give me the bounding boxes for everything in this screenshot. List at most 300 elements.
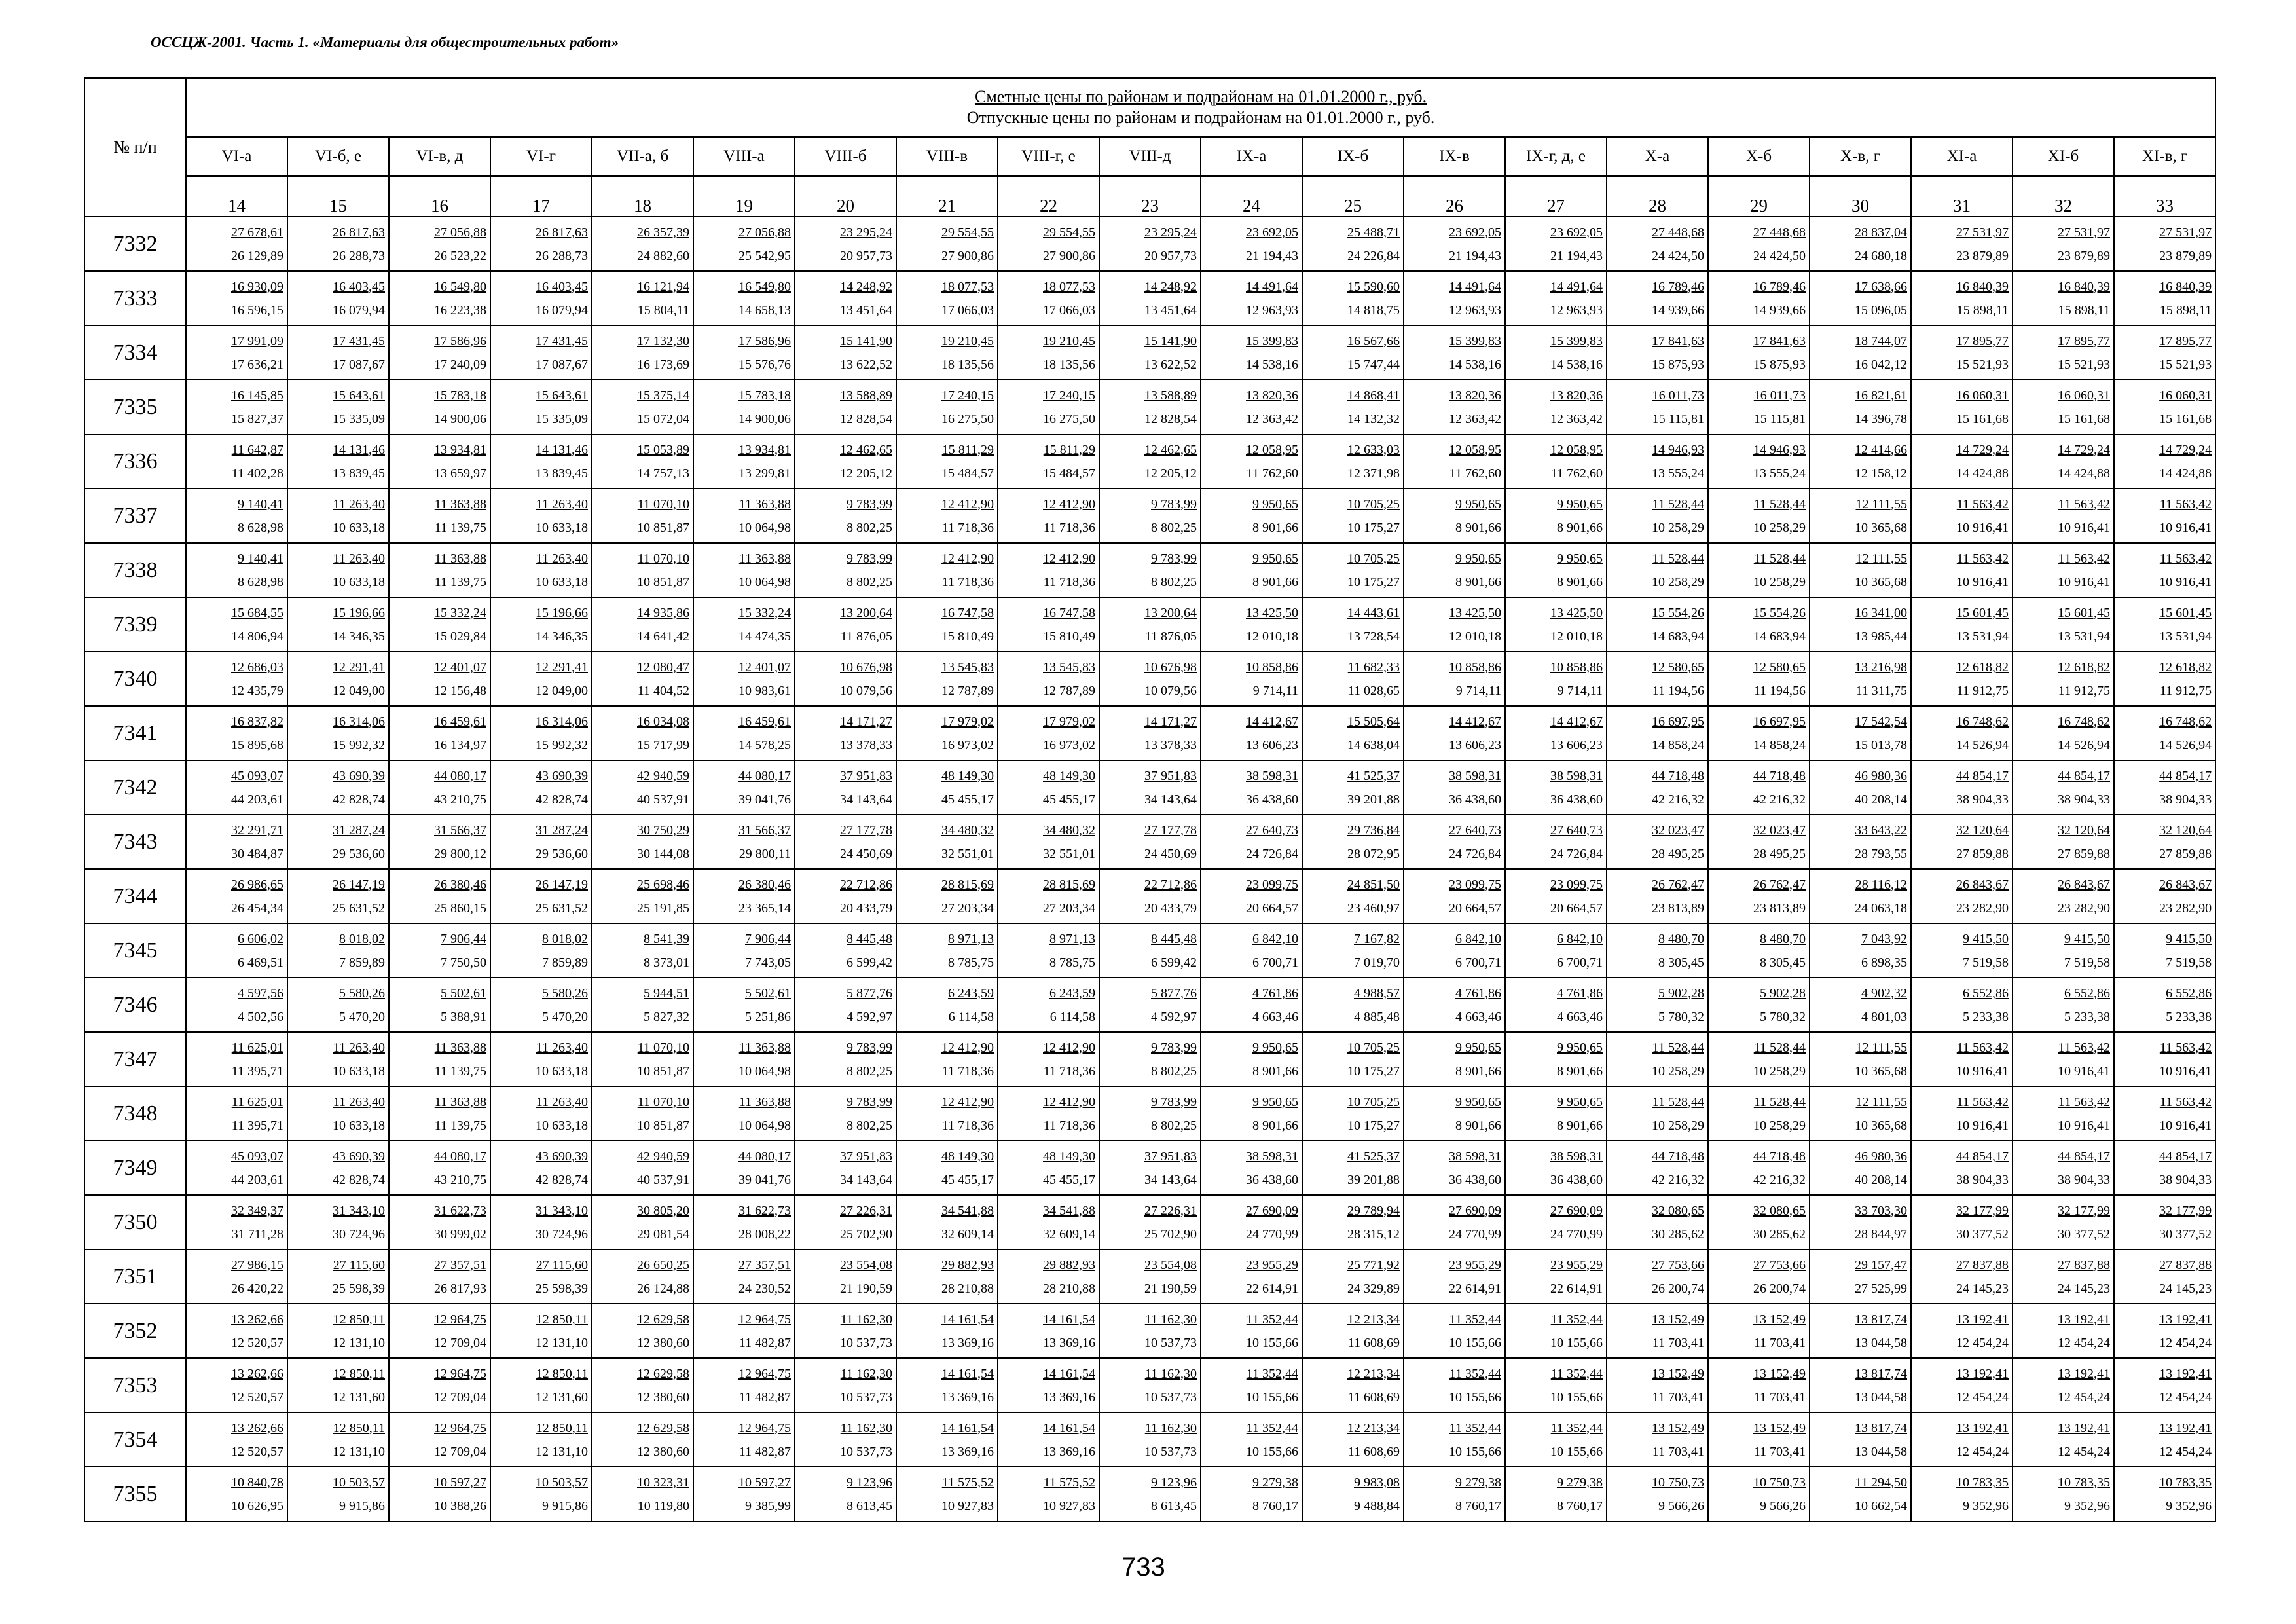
price-cell	[2013, 869, 2114, 923]
price-cell	[1708, 489, 1810, 543]
estimate-price: 13 817,74	[1855, 1312, 1907, 1327]
release-price: 7 019,70	[1354, 955, 1400, 970]
price-cell	[2013, 815, 2114, 869]
price-cell	[1911, 760, 2013, 815]
price-cell	[592, 815, 693, 869]
estimate-price: 29 554,55	[941, 225, 994, 240]
release-price: 13 606,23	[1449, 737, 1501, 752]
estimate-price: 15 332,24	[738, 605, 791, 620]
release-price: 23 282,90	[1956, 900, 2009, 915]
release-price: 8 373,01	[644, 955, 689, 970]
price-cell	[1302, 1141, 1404, 1195]
price-cell	[1708, 434, 1810, 489]
release-price: 11 718,36	[1043, 1063, 1095, 1079]
release-price: 10 633,18	[536, 520, 588, 535]
release-price: 12 454,24	[1956, 1335, 2009, 1350]
estimate-price: 8 018,02	[542, 931, 588, 946]
price-cell	[896, 1304, 998, 1358]
release-price: 32 609,14	[941, 1227, 994, 1242]
table-row	[84, 380, 2215, 434]
release-price: 10 064,98	[738, 1118, 791, 1133]
estimate-price: 16 789,46	[1652, 279, 1704, 294]
estimate-price: 15 141,90	[840, 333, 892, 348]
price-cell	[1201, 652, 1302, 706]
estimate-price: 10 705,25	[1347, 551, 1400, 566]
estimate-price: 17 979,02	[1043, 714, 1095, 729]
estimate-price: 10 323,31	[637, 1475, 689, 1490]
release-price: 10 258,29	[1652, 520, 1704, 535]
estimate-price: 9 783,99	[1151, 551, 1197, 566]
price-cell	[1404, 1467, 1505, 1521]
estimate-price: 31 287,24	[536, 822, 588, 838]
price-cell	[1404, 706, 1505, 760]
price-cell	[1302, 706, 1404, 760]
release-price: 14 638,04	[1347, 737, 1400, 752]
estimate-price: 32 120,64	[1956, 822, 2009, 838]
release-price: 28 210,88	[941, 1281, 994, 1296]
estimate-price: 12 964,75	[738, 1312, 791, 1327]
price-cell	[1099, 597, 1201, 652]
region-header: XI-а	[1911, 137, 2013, 176]
release-price: 11 703,41	[1753, 1390, 1806, 1405]
region-header: IX-б	[1302, 137, 1404, 176]
estimate-price: 12 412,90	[941, 496, 994, 511]
price-cell	[389, 978, 490, 1032]
price-cell	[1302, 380, 1404, 434]
release-price: 12 963,93	[1449, 303, 1501, 318]
release-price: 45 455,17	[1043, 1172, 1095, 1187]
release-price: 11 395,71	[231, 1118, 283, 1133]
row-number: 7342	[84, 760, 186, 815]
price-cell	[1201, 1195, 1302, 1249]
estimate-price: 11 294,50	[1855, 1475, 1907, 1490]
price-cell	[287, 380, 389, 434]
estimate-price: 44 080,17	[434, 768, 486, 783]
release-price: 14 526,94	[2058, 737, 2110, 752]
release-price: 13 369,16	[1043, 1390, 1095, 1405]
release-price: 12 010,18	[1550, 629, 1603, 644]
price-cell	[1911, 434, 2013, 489]
estimate-price: 19 210,45	[941, 333, 994, 348]
region-header: X-а	[1607, 137, 1708, 176]
estimate-price: 13 192,41	[2058, 1312, 2110, 1327]
release-price: 12 828,54	[840, 411, 892, 426]
price-cell	[1810, 1304, 1911, 1358]
price-cell	[186, 597, 287, 652]
price-cell	[1607, 1249, 1708, 1304]
release-price: 18 135,56	[941, 357, 994, 372]
estimate-price: 24 851,50	[1347, 877, 1400, 892]
row-number: 7350	[84, 1195, 186, 1249]
release-price: 13 839,45	[536, 466, 588, 481]
estimate-price: 11 162,30	[1144, 1312, 1197, 1327]
price-cell	[1302, 1358, 1404, 1412]
price-cell	[186, 1195, 287, 1249]
estimate-price: 27 531,97	[2159, 225, 2212, 240]
release-price: 10 626,95	[231, 1498, 283, 1513]
release-price: 10 155,66	[1449, 1335, 1501, 1350]
price-cell	[2114, 1412, 2215, 1467]
release-price: 8 305,45	[1658, 955, 1704, 970]
estimate-price: 10 783,35	[1956, 1475, 2009, 1490]
estimate-price: 16 837,82	[231, 714, 283, 729]
estimate-price: 23 692,05	[1246, 225, 1298, 240]
price-cell	[1911, 1249, 2013, 1304]
price-cell	[1099, 1195, 1201, 1249]
price-cell	[1607, 271, 1708, 325]
release-price: 15 898,11	[1956, 303, 2009, 318]
price-cell	[592, 489, 693, 543]
price-cell	[287, 869, 389, 923]
price-cell	[1302, 1086, 1404, 1141]
estimate-price: 22 712,86	[840, 877, 892, 892]
release-price: 10 916,41	[2159, 1118, 2212, 1133]
release-price: 15 484,57	[941, 466, 994, 481]
price-cell	[2114, 1358, 2215, 1412]
region-header: XI-б	[2013, 137, 2114, 176]
estimate-price: 12 462,65	[1144, 442, 1197, 457]
price-cell	[1911, 706, 2013, 760]
release-price: 4 663,46	[1455, 1009, 1501, 1024]
price-cell	[1810, 434, 1911, 489]
estimate-price: 10 705,25	[1347, 496, 1400, 511]
price-cell	[2013, 597, 2114, 652]
estimate-price: 16 403,45	[536, 279, 588, 294]
price-cell	[389, 923, 490, 978]
price-cell	[1505, 1195, 1607, 1249]
release-price: 13 606,23	[1550, 737, 1603, 752]
price-cell	[1505, 217, 1607, 271]
release-price: 10 155,66	[1550, 1390, 1603, 1405]
estimate-price: 9 783,99	[1151, 1094, 1197, 1109]
estimate-price: 10 783,35	[2058, 1475, 2110, 1490]
release-price: 21 190,59	[840, 1281, 892, 1296]
price-cell	[795, 325, 896, 380]
price-cell	[2114, 923, 2215, 978]
release-price: 38 904,33	[1956, 1172, 2009, 1187]
estimate-price: 11 363,88	[434, 496, 486, 511]
release-price: 10 983,61	[738, 683, 791, 698]
estimate-price: 15 196,66	[536, 605, 588, 620]
price-cell	[795, 1141, 896, 1195]
estimate-price: 6 552,86	[2064, 986, 2110, 1001]
estimate-price: 12 618,82	[2058, 659, 2110, 674]
price-cell	[1201, 1249, 1302, 1304]
price-cell	[389, 706, 490, 760]
release-price: 8 760,17	[1252, 1498, 1298, 1513]
release-price: 13 728,54	[1347, 629, 1400, 644]
price-cell	[693, 1412, 795, 1467]
price-cell	[1404, 652, 1505, 706]
estimate-price: 11 352,44	[1246, 1312, 1298, 1327]
price-cell	[693, 543, 795, 597]
estimate-price: 4 902,32	[1861, 986, 1907, 1001]
price-cell	[186, 1412, 287, 1467]
price-cell	[1810, 1032, 1911, 1086]
estimate-price: 27 837,88	[1956, 1257, 2009, 1272]
estimate-price: 13 192,41	[1956, 1366, 2009, 1381]
price-cell	[896, 597, 998, 652]
region-header: VI-б, е	[287, 137, 389, 176]
price-cell	[186, 869, 287, 923]
price-cell	[287, 434, 389, 489]
release-price: 10 851,87	[637, 520, 689, 535]
release-price: 10 916,41	[2159, 574, 2212, 589]
row-number: 7352	[84, 1304, 186, 1358]
price-cell	[2114, 489, 2215, 543]
estimate-price: 16 821,61	[1855, 388, 1907, 403]
release-price: 11 718,36	[941, 1118, 994, 1133]
release-price: 45 455,17	[941, 792, 994, 807]
estimate-price: 12 213,34	[1347, 1420, 1400, 1435]
estimate-price: 15 783,18	[738, 388, 791, 403]
release-price: 9 566,26	[1760, 1498, 1806, 1513]
region-header: IX-а	[1201, 137, 1302, 176]
price-cell	[2114, 978, 2215, 1032]
release-price: 14 424,88	[2058, 466, 2110, 481]
price-cell	[693, 1086, 795, 1141]
estimate-price: 11 352,44	[1550, 1420, 1603, 1435]
price-cell	[2114, 1467, 2215, 1521]
price-cell	[2013, 489, 2114, 543]
release-price: 12 131,10	[333, 1444, 385, 1459]
price-cell	[1505, 434, 1607, 489]
price-cell	[490, 1358, 592, 1412]
release-price: 25 702,90	[1144, 1227, 1197, 1242]
price-cell	[2013, 1304, 2114, 1358]
release-price: 12 709,04	[434, 1335, 486, 1350]
estimate-price: 10 503,57	[333, 1475, 385, 1490]
table-row	[84, 652, 2215, 706]
release-price: 24 726,84	[1449, 846, 1501, 861]
release-price: 27 203,34	[1043, 900, 1095, 915]
row-number: 7347	[84, 1032, 186, 1086]
estimate-price: 43 690,39	[333, 1149, 385, 1164]
column-number: 24	[1201, 176, 1302, 217]
region-header: IX-в	[1404, 137, 1505, 176]
price-cell	[1708, 1249, 1810, 1304]
estimate-price: 27 177,78	[840, 822, 892, 838]
estimate-price: 14 248,92	[840, 279, 892, 294]
price-cell	[998, 380, 1099, 434]
estimate-price: 31 343,10	[333, 1203, 385, 1218]
estimate-price: 17 895,77	[2159, 333, 2212, 348]
estimate-price: 12 850,11	[536, 1420, 588, 1435]
release-price: 30 484,87	[231, 846, 283, 861]
release-price: 10 155,66	[1550, 1335, 1603, 1350]
estimate-price: 23 692,05	[1550, 225, 1603, 240]
release-price: 10 079,56	[840, 683, 892, 698]
release-price: 11 139,75	[434, 520, 486, 535]
release-price: 22 614,91	[1246, 1281, 1298, 1296]
price-cell	[896, 380, 998, 434]
price-cell	[1911, 1032, 2013, 1086]
estimate-price: 30 805,20	[637, 1203, 689, 1218]
table-row	[84, 815, 2215, 869]
estimate-price: 11 563,42	[2159, 551, 2212, 566]
release-price: 16 134,97	[434, 737, 486, 752]
release-price: 10 537,73	[840, 1390, 892, 1405]
price-cell	[592, 1467, 693, 1521]
price-cell	[1201, 1412, 1302, 1467]
release-price: 16 596,15	[231, 303, 283, 318]
release-price: 12 205,12	[840, 466, 892, 481]
release-price: 5 470,20	[542, 1009, 588, 1024]
release-price: 14 757,13	[637, 466, 689, 481]
estimate-price: 19 210,45	[1043, 333, 1095, 348]
price-cell	[186, 652, 287, 706]
estimate-price: 32 349,37	[231, 1203, 283, 1218]
estimate-price: 16 697,95	[1753, 714, 1806, 729]
estimate-price: 9 279,38	[1557, 1475, 1603, 1490]
estimate-price: 44 854,17	[2159, 1149, 2212, 1164]
estimate-price: 27 115,60	[333, 1257, 385, 1272]
column-number: 23	[1099, 176, 1201, 217]
release-price: 8 901,66	[1557, 1063, 1603, 1079]
release-price: 10 155,66	[1449, 1390, 1501, 1405]
estimate-price: 16 789,46	[1753, 279, 1806, 294]
price-cell	[1505, 923, 1607, 978]
release-price: 15 804,11	[637, 303, 689, 318]
price-cell	[1302, 652, 1404, 706]
price-cell	[2114, 325, 2215, 380]
estimate-price: 23 955,29	[1449, 1257, 1501, 1272]
estimate-price: 12 058,95	[1449, 442, 1501, 457]
estimate-price: 10 676,98	[840, 659, 892, 674]
release-price: 10 258,29	[1753, 520, 1806, 535]
price-cell	[896, 978, 998, 1032]
release-price: 29 800,12	[434, 846, 486, 861]
release-price: 14 900,06	[738, 411, 791, 426]
release-price: 16 079,94	[536, 303, 588, 318]
price-cell	[693, 815, 795, 869]
release-price: 24 145,23	[1956, 1281, 2009, 1296]
price-cell	[389, 1304, 490, 1358]
price-cell	[1505, 1032, 1607, 1086]
estimate-price: 10 858,86	[1246, 659, 1298, 674]
release-price: 10 155,66	[1246, 1390, 1298, 1405]
estimate-price: 16 840,39	[2058, 279, 2110, 294]
release-price: 10 633,18	[333, 574, 385, 589]
estimate-price: 38 598,31	[1246, 768, 1298, 783]
release-price: 21 190,59	[1144, 1281, 1197, 1296]
estimate-price: 27 690,09	[1449, 1203, 1501, 1218]
price-cell	[1302, 1412, 1404, 1467]
price-cell	[592, 760, 693, 815]
price-cell	[1708, 923, 1810, 978]
estimate-price: 15 811,29	[941, 442, 994, 457]
price-cell	[1607, 760, 1708, 815]
release-price: 26 288,73	[536, 248, 588, 263]
estimate-price: 12 629,58	[637, 1420, 689, 1435]
release-price: 23 813,89	[1652, 900, 1704, 915]
release-price: 9 714,11	[1557, 683, 1603, 698]
release-price: 16 173,69	[637, 357, 689, 372]
price-cell	[1404, 380, 1505, 434]
estimate-price: 28 815,69	[1043, 877, 1095, 892]
release-price: 25 598,39	[333, 1281, 385, 1296]
estimate-price: 7 906,44	[745, 931, 791, 946]
release-price: 11 718,36	[941, 1063, 994, 1079]
release-price: 30 999,02	[434, 1227, 486, 1242]
price-cell	[2114, 652, 2215, 706]
release-price: 24 063,18	[1855, 900, 1907, 915]
price-cell	[1911, 489, 2013, 543]
release-price: 38 904,33	[2159, 792, 2212, 807]
estimate-price: 13 262,66	[231, 1420, 283, 1435]
estimate-price: 26 843,67	[2058, 877, 2110, 892]
release-price: 15 161,68	[2159, 411, 2212, 426]
estimate-price: 38 598,31	[1550, 1149, 1603, 1164]
release-price: 30 724,96	[333, 1227, 385, 1242]
release-price: 11 139,75	[434, 1063, 486, 1079]
price-cell	[1099, 217, 1201, 271]
price-cell	[186, 1141, 287, 1195]
price-cell	[2114, 1086, 2215, 1141]
price-cell	[1302, 1032, 1404, 1086]
estimate-price: 13 820,36	[1449, 388, 1501, 403]
release-price: 4 801,03	[1861, 1009, 1907, 1024]
column-number: 27	[1505, 176, 1607, 217]
release-price: 23 365,14	[738, 900, 791, 915]
column-number: 25	[1302, 176, 1404, 217]
estimate-price: 37 951,83	[840, 1149, 892, 1164]
estimate-price: 12 058,95	[1550, 442, 1603, 457]
estimate-price: 7 043,92	[1861, 931, 1907, 946]
price-cell	[896, 271, 998, 325]
estimate-price: 14 491,64	[1550, 279, 1603, 294]
price-cell	[693, 1195, 795, 1249]
release-price: 4 663,46	[1252, 1009, 1298, 1024]
release-price: 10 155,66	[1246, 1444, 1298, 1459]
estimate-price: 43 690,39	[536, 768, 588, 783]
price-cell	[592, 978, 693, 1032]
release-price: 20 664,57	[1449, 900, 1501, 915]
estimate-price: 10 705,25	[1347, 1040, 1400, 1055]
release-price: 10 119,80	[637, 1498, 689, 1513]
estimate-price: 14 491,64	[1449, 279, 1501, 294]
estimate-price: 43 690,39	[333, 768, 385, 783]
release-price: 5 827,32	[644, 1009, 689, 1024]
row-number: 7332	[84, 217, 186, 271]
release-price: 15 992,32	[536, 737, 588, 752]
price-cell	[998, 1467, 1099, 1521]
release-price: 20 664,57	[1550, 900, 1603, 915]
release-price: 10 258,29	[1753, 1118, 1806, 1133]
price-cell	[1708, 1032, 1810, 1086]
release-price: 14 900,06	[434, 411, 486, 426]
price-cell	[1099, 652, 1201, 706]
price-cell	[287, 923, 389, 978]
price-cell	[1708, 1141, 1810, 1195]
estimate-price: 16 930,09	[231, 279, 283, 294]
price-cell	[1505, 815, 1607, 869]
price-cell	[1404, 434, 1505, 489]
release-price: 45 455,17	[1043, 792, 1095, 807]
price-cell	[490, 380, 592, 434]
estimate-price: 15 554,26	[1753, 605, 1806, 620]
estimate-price: 13 192,41	[2159, 1366, 2212, 1381]
column-number: 18	[592, 176, 693, 217]
price-cell	[1099, 760, 1201, 815]
estimate-price: 11 563,42	[2058, 551, 2110, 566]
release-price: 10 916,41	[2058, 1063, 2110, 1079]
release-price: 15 072,04	[637, 411, 689, 426]
estimate-price: 13 152,49	[1652, 1366, 1704, 1381]
price-cell	[389, 652, 490, 706]
release-price: 10 927,83	[1043, 1498, 1095, 1513]
release-price: 13 044,58	[1855, 1335, 1907, 1350]
